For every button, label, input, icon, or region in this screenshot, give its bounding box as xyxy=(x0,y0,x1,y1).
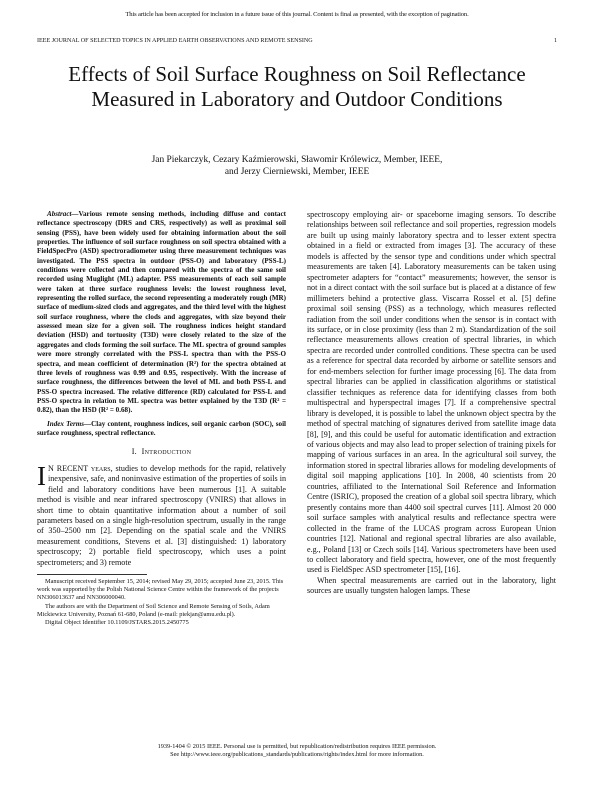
footnote-doi: Digital Object Identifier 10.1109/JSTARS.2015.2450775 xyxy=(45,618,189,626)
copyright-line-1: 1939-1404 © 2015 IEEE. Personal use is permitted, but republication/redistribution requires IEEE permission. xyxy=(157,743,437,750)
abstract xyxy=(37,210,286,416)
abstract-lead: Abstract— xyxy=(47,210,79,218)
right-paragraph-2: When spectral measurements are carried out in the laboratory, light sources are usually tungsten halogen lamps. These xyxy=(307,575,556,596)
acceptance-notice: This article has been accepted for inclusion in a future issue of this journal. Content is final as presented, with the exception of pagination. xyxy=(125,11,469,18)
running-head xyxy=(37,38,557,44)
footnote-received: Manuscript received September 15, 2014; revised May 29, 2015; accepted June 23, 2015. This work was supported by the Polish National Science Centre within the framework of the projects NN306013637 and NN306000040. xyxy=(37,578,284,602)
drop-cap: I xyxy=(37,460,46,491)
paper-title: Effects of Soil Surface Roughness on Soil Reflectance Measured in Laboratory and Outdoor Conditions xyxy=(68,62,526,111)
author-line-2: and Jerzy Cierniewski, Member, IEEE xyxy=(224,167,370,177)
left-column xyxy=(37,210,286,627)
footnote-divider xyxy=(37,574,147,575)
abstract-text: Various remote sensing methods, including diffuse and contact reflectance spectroscopy (DRS and CRS, respectively) as well as proximal soil sensing (PSS), have been widely used for obtaining information about the soil properties. The influence of soil surface roughness on soil spectra obtained with a FieldSpecPro (ASD) spectroradiometer using three measurement techniques was investigated. The PSS spectra in outdoor (PSS-O) and laboratory (PSS-L) conditions were collected and then compared with the spectra of the same soil recorded using Muglight (ML) adapter. PSS measurements of each soil sample were taken at three surface roughness levels: the lowest roughness level, representing the rolled surface, the second representing a moderately rough (MR) surface of medium-sized clods and aggregates, and the third level with the highest soil surface roughness, where the clods and aggregates, with size beyond their assessed mean size for a given soil. The roughness indices height standard deviation (HSD) and tortuosity (T3D) were closely related to the size of the aggregates and clods forming the soil surface. The ML spectra of ground samples were more strongly correlated with the PSS-L spectra than with the PSS-O spectra, and mean coefficient of determination (R²) for the spectra obtained at three levels of roughness was 0.99 and 0.95, respectively. With the increase of surface roughness, the differences between the level of ML and both PSS-L and PSS-O spectra increased. The relative difference (RD) calculated for PSS-L and PSS-O spectra in relation to ML spectra was better explained by the T3D (R² = 0.82), than the HSD (R² = 0.68). xyxy=(37,210,286,415)
copyright-notice xyxy=(0,743,594,759)
journal-name: IEEE JOURNAL OF SELECTED TOPICS IN APPLIED EARTH OBSERVATIONS AND REMOTE SENSING xyxy=(37,38,313,44)
intro-paragraph xyxy=(37,460,286,569)
page-number: 1 xyxy=(553,38,557,44)
copyright-line-2: See http://www.ieee.org/publications_standards/publications/rights/index.html for more information. xyxy=(170,751,424,758)
section-name: Introduction xyxy=(141,447,192,457)
section-heading xyxy=(37,447,286,457)
author-list xyxy=(60,154,534,178)
index-terms xyxy=(37,420,286,439)
footnote-affiliation: The authors are with the Department of Soil Science and Remote Sensing of Soils, Adam Mickiewicz University, Poznań 61-680, Poland (e-mail: piekjan@amu.edu.pl). xyxy=(37,602,270,618)
author-line-1: Jan Piekarczyk, Cezary Kaźmierowski, Sławomir Królewicz, Member, IEEE, xyxy=(151,155,443,165)
index-terms-text: Clay content, roughness indices, soil organic carbon (SOC), soil surface roughness, spectral reflectance. xyxy=(37,419,287,437)
intro-cap-rest: N RECENT years, xyxy=(48,463,113,473)
right-paragraph-1: spectroscopy employing air- or spaceborne imaging sensors. To describe relationships between soil reflectance and soil properties, regression models are built up using mainly laboratory spectra and to lesser extent spectra obtained in a field or extracted from images [3]. The accuracy of these models is affected by the sensor type and conditions under which spectral measurements are taken [4]. Laboratory measurements can be taken using spectrometer adapters for “contact” measurements; however, the sensor is not in a direct contact with the soil surface but is placed at a distance of few millimeters behind a protective glass. Viscarra Rossel et al. [5] define proximal soil sensing (PSS) as a technology, which measures reflected radiation from the soil under conditions when the sensor is in contact with its surface, or in close proximity (less than 2 m). Standardization of the soil reflectance measurements allows creation of spectral libraries, in which spectra are recorded under controlled conditions. These spectra can be used as a reference for spectral data recorded by airborne or satellite sensors and for end-members selection for further image processing [6]. The data from spectral libraries can be applied in classification algorithms or statistical classifier techniques as reference data for identifying classes from both multispectral and hyperspectral images [7]. If a comprehensive spectral library is developed, it is possible to label the unknown object spectra by the method of spectral matching of signatures derived from satellite image data [8], [9], and this could be useful for automatic identification and extraction of various objects and may also lead to proper selection of training pixels for mapping of various surfaces in an area. In the agricultural soil survey, the information stored in spectral libraries allows for modeling developments of digital soil mapping applications [10]. In 2008, 40 scientists from 20 countries, affiliated to the International Soil Reference and Information Centre (ISRIC), proposed the creation of a global soil spectra library, which presently contains more than 4400 soil spectral curves [11]. Almost 20 000 soil surface samples with analytical results and reflectance spectra were collected in the frame of the LUCAS program across European Union countries [12]. National and regional spectral libraries are also available, e.g., Poland [13] or Czech soils [14]. Various spectrometers have been used to collect laboratory and field spectra, however, one of the most frequently used is FieldSpec ASD spectrometer [15], [16]. xyxy=(307,210,556,575)
intro-text: studies to develop methods for the rapid, relatively inexpensive, safe, and noninvasive estimation of the properties of soils in field and laboratory conditions have been numerous [1]. A suitable method is visible and near infrared spectroscopy (VNIRS) that allows in short time to obtain quantitative information about a number of soil parameters based on a single high-resolution spectrum, usually in the range of 350–2500 nm [2]. Depending on the spatial scale and the VNIRS measurement conditions, Stevens et al. [3] distinguished: 1) laboratory spectroscopy; 2) portable field spectroscopy, which uses a point spectrometers; and 3) remote xyxy=(37,463,286,567)
right-column xyxy=(307,210,556,597)
section-numeral: I. xyxy=(131,447,138,457)
index-terms-lead: Index Terms— xyxy=(47,419,92,428)
